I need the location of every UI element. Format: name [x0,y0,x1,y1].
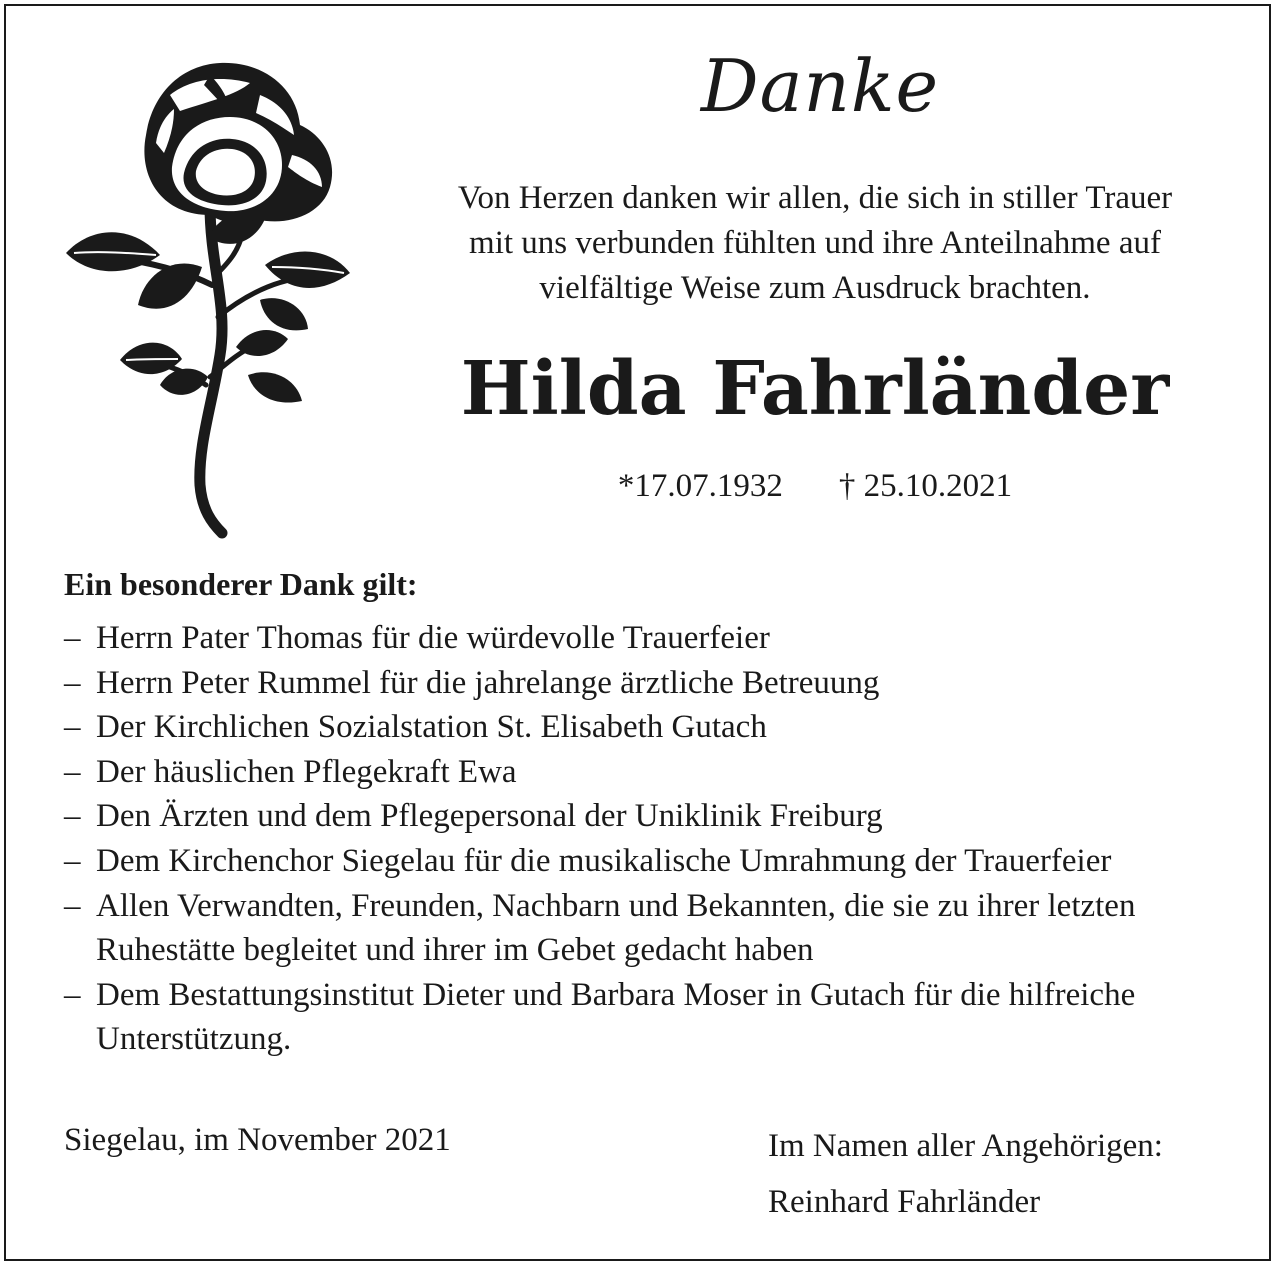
intro-line: Von Herzen danken wir allen, die sich in stiller Trauer [457,180,1173,216]
list-item [64,973,1244,1062]
place-date: Siegelau, im November 2021 [64,1122,451,1158]
list-item-text: Den Ärzten und dem Pflegepersonal der Uniklinik Freiburg [96,798,883,835]
intro-line: vielfältige Weise zum Ausdruck brachten. [539,270,1091,306]
dash-bullet: – [64,887,81,924]
list-item [64,705,1244,750]
list-item-text: Herrn Pater Thomas für die würdevolle Trauerfeier [96,620,770,656]
death-date: † 25.10.2021 [838,468,1013,504]
dash-bullet: – [64,620,81,656]
rose-icon [60,55,360,540]
intro-text [395,176,1235,311]
list-item [64,616,1244,661]
list-item-text: Der Kirchlichen Sozialstation St. Elisabeth Gutach [96,709,767,746]
deceased-name: Hilda Fahrländer [460,346,1170,432]
list-item-text: Dem Bestattungsinstitut Dieter und Barbara Moser in Gutach für die hilfreiche Unterstützung. [96,976,1136,1058]
list-item-text: Herrn Peter Rummel für die jahrelange ärztliche Betreuung [96,664,880,701]
signoff-signer: Reinhard Fahrländer [768,1184,1041,1220]
heading-danke: Danke [700,44,940,128]
dash-bullet: – [64,664,81,701]
dash-bullet: – [64,709,81,746]
special-thanks-list [64,616,1244,1062]
intro-line: mit uns verbunden fühlten und ihre Anteilnahme auf [469,225,1161,261]
list-item [64,661,1244,706]
dash-bullet: – [64,798,81,835]
list-item [64,839,1244,884]
list-item [64,750,1244,795]
list-item [64,794,1244,839]
special-thanks-title: Ein besonderer Dank gilt: [64,566,418,602]
dash-bullet: – [64,753,81,790]
signoff-line: Im Namen aller Angehörigen: [768,1128,1163,1164]
list-item-text: Der häuslichen Pflegekraft Ewa [96,753,517,790]
life-dates [410,466,1220,506]
dash-bullet: – [64,842,81,879]
signoff [768,1118,1163,1230]
list-item-text: Dem Kirchenchor Siegelau für die musikalische Umrahmung der Trauerfeier [96,842,1112,879]
birth-date: *17.07.1932 [617,468,783,504]
dash-bullet: – [64,976,81,1013]
list-item-text: Allen Verwandten, Freunden, Nachbarn und Bekannten, die sie zu ihrer letzten Ruhestätte begleitet und ihrer im Gebet gedacht haben [96,887,1136,969]
list-item [64,884,1244,973]
